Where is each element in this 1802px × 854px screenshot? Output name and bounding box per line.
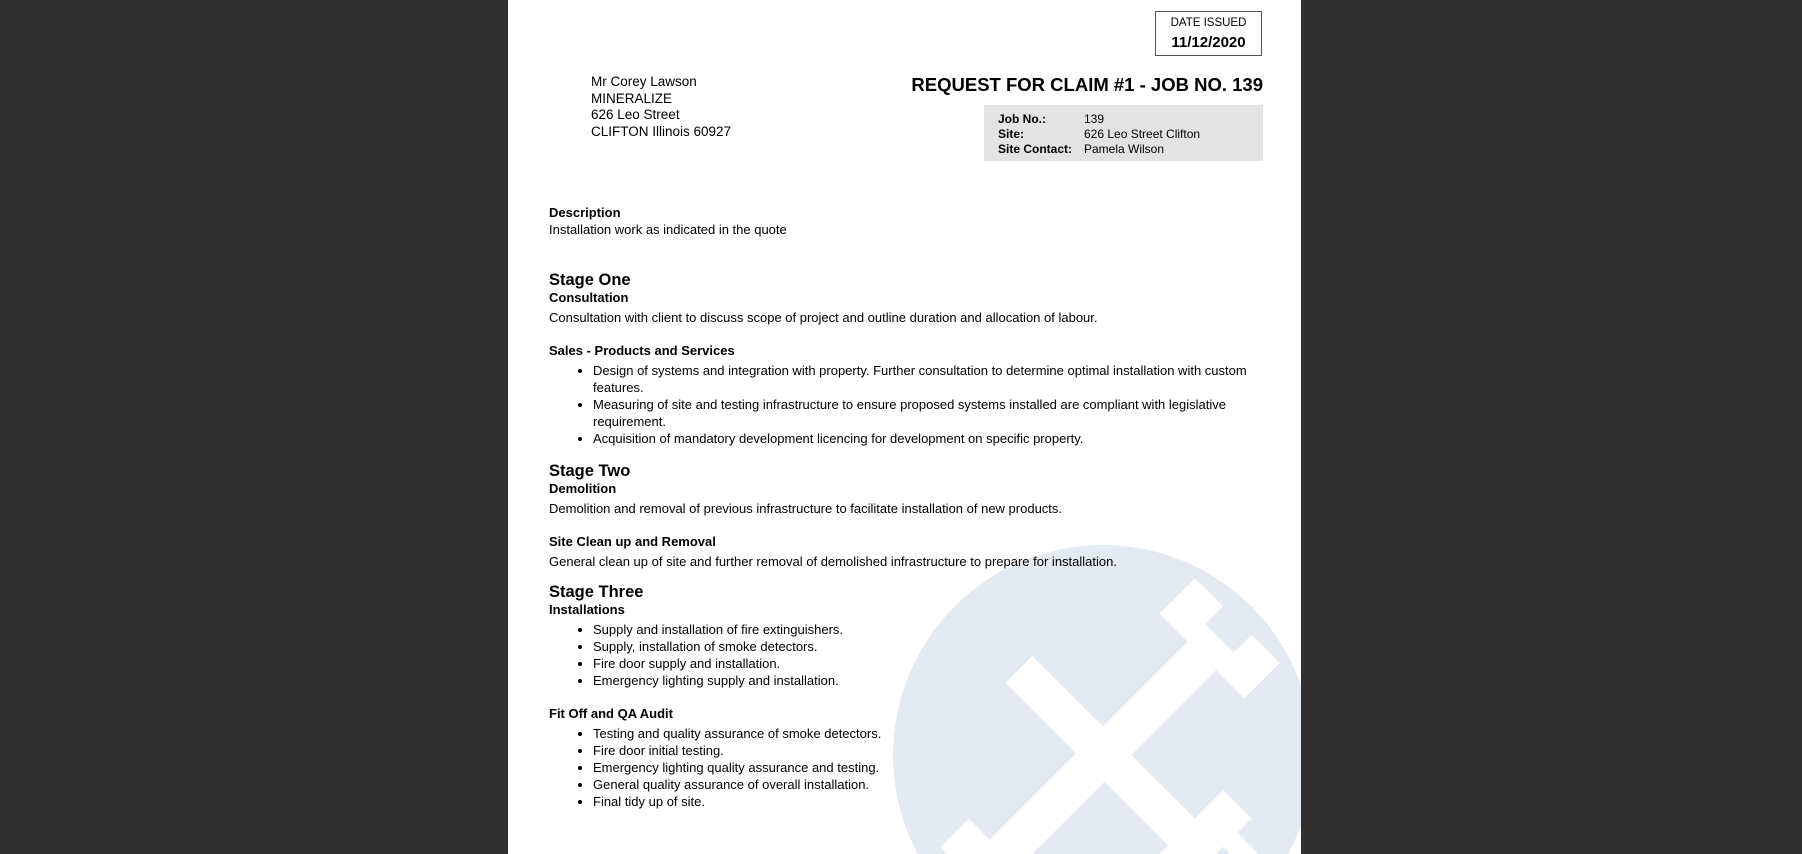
- recipient-address: [591, 74, 731, 140]
- list-item: • Final tidy up of site.: [593, 793, 1269, 810]
- list-item: • Emergency lighting supply and installation.: [593, 672, 1269, 689]
- recipient-name: Mr Corey Lawson: [591, 74, 697, 89]
- job-info-value: 139: [1084, 112, 1105, 126]
- sales-list: [549, 362, 1269, 447]
- list-item: • Fire door supply and installation.: [593, 655, 1269, 672]
- date-issued-label: DATE ISSUED: [1170, 17, 1247, 29]
- description-heading: Description: [549, 205, 621, 220]
- installations-heading: Installations: [549, 602, 625, 617]
- document-page: [508, 0, 1301, 854]
- consultation-heading: Consultation: [549, 290, 629, 305]
- cleanup-text: General clean up of site and further removal of demolished infrastructure to prepare for installation.: [549, 554, 1117, 569]
- list-item: • Design of systems and integration with property. Further consultation to determine optimal installation with custom features.: [593, 362, 1269, 396]
- list-item: • Measuring of site and testing infrastructure to ensure proposed systems installed are compliant with legislative requirement.: [593, 396, 1269, 430]
- job-info-row: [998, 112, 1263, 127]
- document-title: REQUEST FOR CLAIM #1 - JOB NO. 139: [911, 74, 1263, 95]
- job-info-key: Job No.:: [998, 112, 1046, 126]
- list-item: • Supply, installation of smoke detectors.: [593, 638, 1269, 655]
- stage-two-title: Stage Two: [549, 462, 631, 480]
- recipient-street: 626 Leo Street: [591, 107, 680, 122]
- list-item: • Fire door initial testing.: [593, 742, 1269, 759]
- list-item: • Emergency lighting quality assurance and testing.: [593, 759, 1269, 776]
- list-item: • Acquisition of mandatory development licencing for development on specific property.: [593, 430, 1269, 447]
- sales-heading: Sales - Products and Services: [549, 343, 735, 358]
- job-info-value: 626 Leo Street Clifton: [1084, 127, 1201, 141]
- installations-list: [549, 621, 1269, 689]
- date-issued-value: 11/12/2020: [1171, 34, 1246, 51]
- document-body: [549, 205, 1269, 810]
- job-info-row: [998, 142, 1263, 157]
- cleanup-heading: Site Clean up and Removal: [549, 534, 716, 549]
- list-item: • Supply and installation of fire extinguishers.: [593, 621, 1269, 638]
- fitoff-list: [549, 725, 1269, 810]
- recipient-company: MINERALIZE: [591, 90, 673, 106]
- fitoff-heading: Fit Off and QA Audit: [549, 706, 673, 721]
- job-info-row: [998, 127, 1263, 142]
- job-info-box: [984, 105, 1263, 161]
- stage-one-title: Stage One: [549, 271, 631, 289]
- job-info-value: Pamela Wilson: [1084, 142, 1165, 156]
- date-issued-box: [1155, 11, 1262, 56]
- recipient-city: CLIFTON Illinois 60927: [591, 123, 732, 139]
- job-info-key: Site Contact:: [998, 142, 1073, 156]
- demolition-heading: Demolition: [549, 481, 617, 496]
- consultation-text: Consultation with client to discuss scope of project and outline duration and allocation of labour.: [549, 310, 1098, 325]
- list-item: • General quality assurance of overall installation.: [593, 776, 1269, 793]
- demolition-text: Demolition and removal of previous infrastructure to facilitate installation of new products.: [549, 501, 1063, 516]
- stage-three-title: Stage Three: [549, 583, 644, 601]
- job-info-key: Site:: [998, 127, 1025, 141]
- list-item: • Testing and quality assurance of smoke detectors.: [593, 725, 1269, 742]
- description-text: Installation work as indicated in the quote: [549, 222, 787, 237]
